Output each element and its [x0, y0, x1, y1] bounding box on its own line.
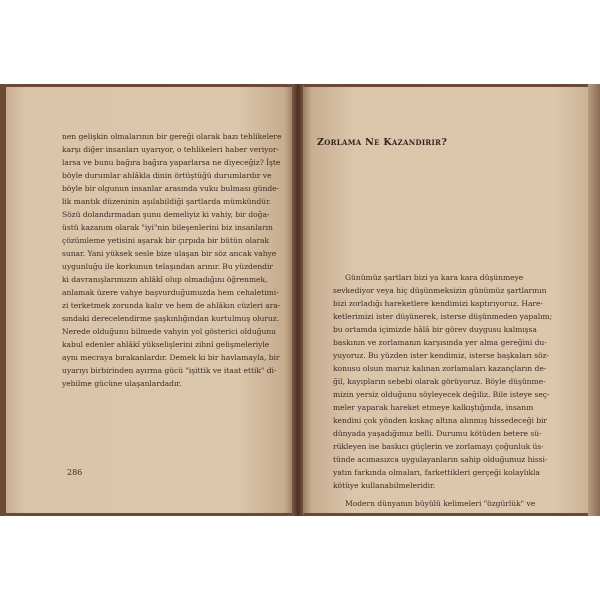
text-line: aynı mecraya bırakanlardır. Demek ki bir havlamayla, bir — [62, 353, 280, 362]
text-line: karşı diğer insanları uyarıyor, o tehlikeleri haber veriyor- — [62, 145, 279, 154]
text-line: uyarıyı birbirinden ayırma gücü "işittik ve itaat ettik" di- — [62, 366, 277, 375]
text-line: yebilme gücüne ulaşanlardadır. — [62, 379, 182, 388]
text-line: rükleyen ise baskıcı güçlerin ve zorlamayı çoğunluk üs- — [333, 442, 544, 451]
text-line: Nerede olduğunu bilmede vahyin yol gösterici olduğunu — [62, 327, 277, 336]
text-line: böyle bir olgunun insanlar arasında vuku bulması günde- — [62, 184, 280, 193]
text-line: yuyoruz. Bu yüzden ister kendimiz, isterse başkaları söz- — [333, 351, 550, 360]
text-line: konusu olsun maruz kalınan zorlamaları kazançların de- — [333, 364, 547, 373]
text-line: ğil, kayıpların sebebi olarak görüyoruz. Böyle düşünme- — [333, 377, 546, 386]
text-line: nen gelişkin olmalarının bir gereği olarak bazı tehlikelere — [62, 132, 282, 141]
text-line: çözümleme yetisini aşarak bir çırpıda bir bütün olarak — [62, 236, 270, 245]
text-line: ketlerimizi ister düşünerek, isterse düşünmeden yapalım; — [333, 312, 553, 321]
left-page — [6, 87, 293, 513]
text-line: kendini çok yönden kıskaç altına alınmış hissedeceği bir — [333, 416, 548, 425]
text-line: zi terketmek zorunda kalır ve hem de ahlâkın cüzleri ara- — [62, 301, 281, 310]
text-line: üstü kazanım olarak "iyi"nin bileşenlerini biz insanların — [62, 223, 273, 232]
text-line: bu ortamda içimizde hâlâ bir görev duygusu kalmışsa — [333, 325, 537, 334]
text-line: baskının ve zorlamanın karşısında yer alma gereğini du- — [333, 338, 547, 347]
text-line: böyle durumlar ahlâkla dinin örtüştüğü durumlardır ve — [62, 171, 272, 180]
text-line: kabul edenler ahlâkî yükselişlerini zihnî gelişmeleriyle — [62, 340, 270, 349]
open-book — [0, 84, 600, 516]
text-line: meler yaparak hareket etmeye kalkıştığında, insanın — [333, 403, 534, 412]
text-line: kötüye kullanabilmeleridir. — [333, 481, 436, 490]
text-line: yatın farkında olmaları, farkettikleri gerçeği kolaylıkla — [333, 468, 540, 477]
text-line: lik mantık düzeninin aşılabildiği şartlarda mümkündür. — [62, 197, 272, 206]
text-line: tünde acımasızca uygulayanların sahip olduğumuz hissi- — [333, 455, 548, 464]
text-line: Sözü dolandırmadan şunu demeliyiz ki vahiy, bir doğa- — [62, 210, 270, 219]
text-line: sevkediyor veya hiç düşünmeksizin günümüz şartlarının — [333, 286, 547, 295]
page-number: 286 — [67, 468, 83, 477]
chapter-heading: Zorlama Ne Kazandırır? — [317, 137, 448, 148]
text-line: larsa ve bunu bağıra bağıra yaparlarsa ne diyeceğiz? İşte — [62, 158, 281, 167]
text-line: bizi zorladığı hareketlere kendimizi kaptırıyoruz. Hare- — [333, 299, 543, 308]
text-line: sındaki derecelendirme şaşkınlığından kurtulmuş oluruz. — [62, 314, 280, 323]
text-line: mizin yersiz olduğunu söyleyecek değiliz. Bile isteye seç- — [333, 390, 550, 399]
text-line: ki davranışlarımızın ahlâkî olup olmadığını öğrenmek, — [62, 275, 268, 284]
text-line: anlamak üzere vahye başvurduğumuzda hem cehaletimi- — [62, 288, 279, 297]
page-edges — [588, 84, 600, 516]
text-line: Modern dünyanın büyülü kelimeleri "özgürlük" ve — [345, 499, 536, 508]
text-line: Günümüz şartları bizi ya kara kara düşünmeye — [345, 273, 524, 282]
right-page — [303, 87, 588, 513]
text-line: dünyada yaşadığımız belli. Durumu kötüden betere sü- — [333, 429, 542, 438]
text-line: uygunluğu ile korkunun telaşından arınır. Bu yüzdendir — [62, 262, 273, 271]
text-line: sunar. Yani yüksek sesle bize ulaşan bir söz ancak vahye — [62, 249, 277, 258]
